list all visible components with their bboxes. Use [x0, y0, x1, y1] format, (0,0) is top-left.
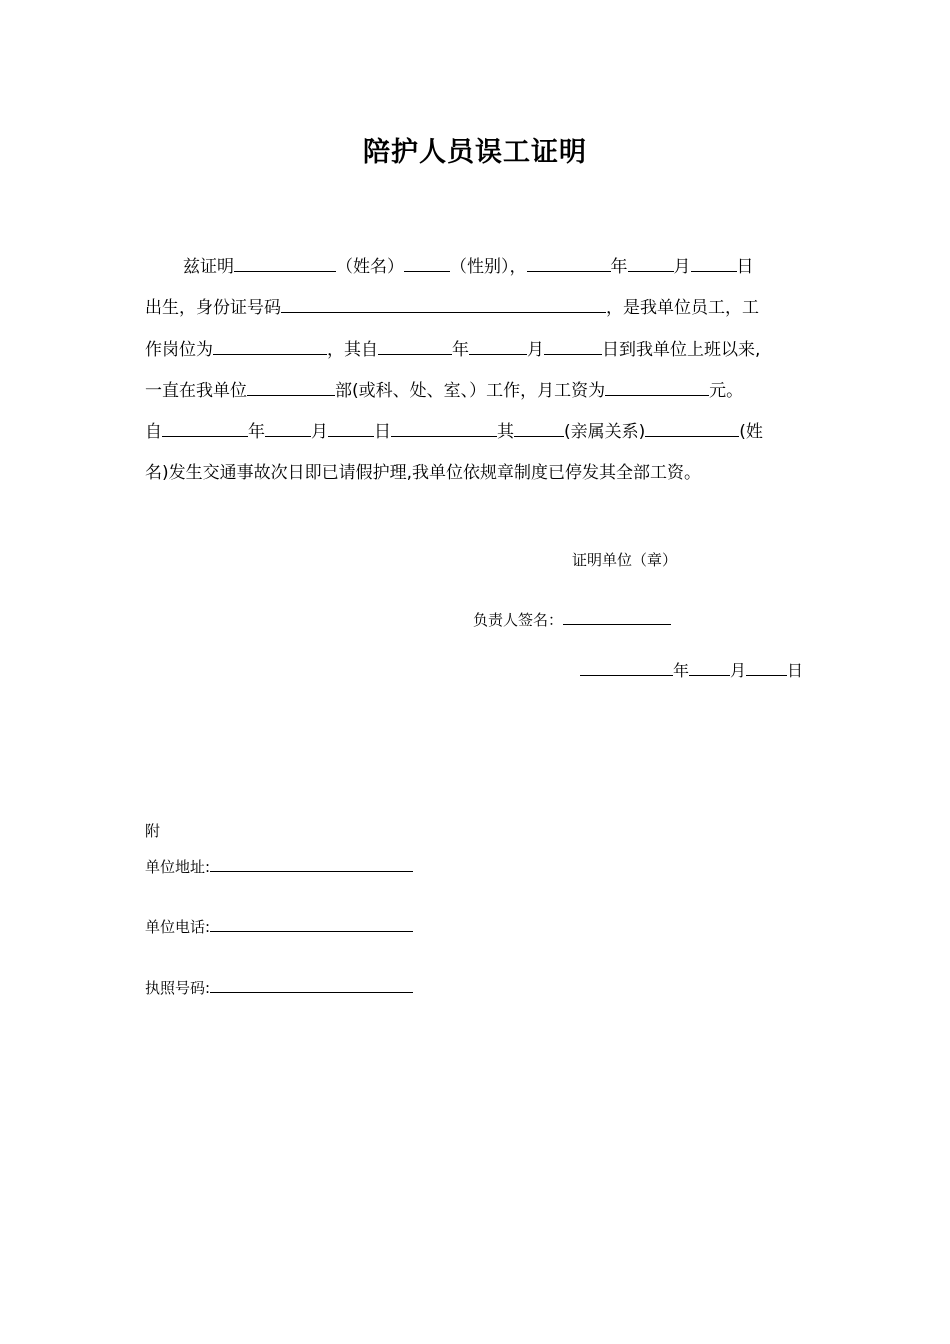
license-number-row [145, 976, 413, 1000]
unit-address-label: 单位地址: [145, 858, 211, 876]
paragraph-line-5: 自 年 月 日 其 (亲属关系) (姓 [145, 418, 810, 446]
department-blank[interactable] [247, 377, 335, 396]
paragraph-line-3: 作岗位为 ，其自 年 月 日到我单位上班以来, [145, 336, 810, 364]
birth-year-blank[interactable] [527, 253, 611, 272]
leave-day-blank[interactable] [328, 418, 374, 437]
start-year-blank[interactable] [378, 336, 452, 355]
unit-phone-row [145, 915, 413, 939]
paragraph-line-2: 出生，身份证号码 ，是我单位员工，工 [145, 294, 810, 322]
start-month-blank[interactable] [469, 336, 527, 355]
patient-name-blank[interactable] [645, 418, 739, 437]
birth-month-blank[interactable] [628, 253, 674, 272]
relation-blank[interactable] [514, 418, 564, 437]
responsible-signature-blank[interactable] [563, 610, 671, 625]
unit-address-blank[interactable] [210, 857, 413, 872]
paragraph-line-6: 名)发生交通事故次日即已请假护理,我单位依规章制度已停发其全部工资。 [145, 463, 702, 483]
start-day-blank[interactable] [544, 336, 602, 355]
signature-date-row [580, 659, 803, 683]
license-number-label: 执照号码: [145, 979, 211, 997]
id-number-blank[interactable] [281, 294, 606, 313]
salary-blank[interactable] [605, 377, 709, 396]
sign-month-label: 月 [730, 661, 747, 680]
leave-year-blank[interactable] [162, 418, 248, 437]
position-blank[interactable] [213, 336, 327, 355]
paragraph-line-4: 一直在我单位 部(或科、处、室、）工作，月工资为 元。 [145, 377, 810, 405]
unit-address-row [145, 855, 413, 879]
unit-phone-label: 单位电话: [145, 918, 211, 936]
license-number-blank[interactable] [210, 978, 413, 993]
employee-name-blank[interactable] [391, 418, 497, 437]
name-blank[interactable] [234, 253, 336, 272]
unit-phone-blank[interactable] [210, 917, 413, 932]
sign-day-label: 日 [787, 661, 804, 680]
leave-month-blank[interactable] [265, 418, 311, 437]
sign-day-blank[interactable] [746, 661, 787, 676]
certifying-unit-label: 证明单位（章） [572, 551, 678, 569]
sign-year-blank[interactable] [580, 661, 673, 676]
attachment-heading: 附 [145, 822, 161, 840]
gender-blank[interactable] [404, 253, 450, 272]
sign-month-blank[interactable] [689, 661, 730, 676]
document-title: 陪护人员误工证明 [363, 137, 587, 168]
birth-day-blank[interactable] [691, 253, 737, 272]
sign-year-label: 年 [673, 661, 690, 680]
responsible-signature-row [473, 608, 671, 632]
paragraph-line-1: 兹证明 （姓名） （性别）， 年 月 日 [145, 253, 810, 281]
responsible-label: 负责人签名： [473, 611, 564, 629]
